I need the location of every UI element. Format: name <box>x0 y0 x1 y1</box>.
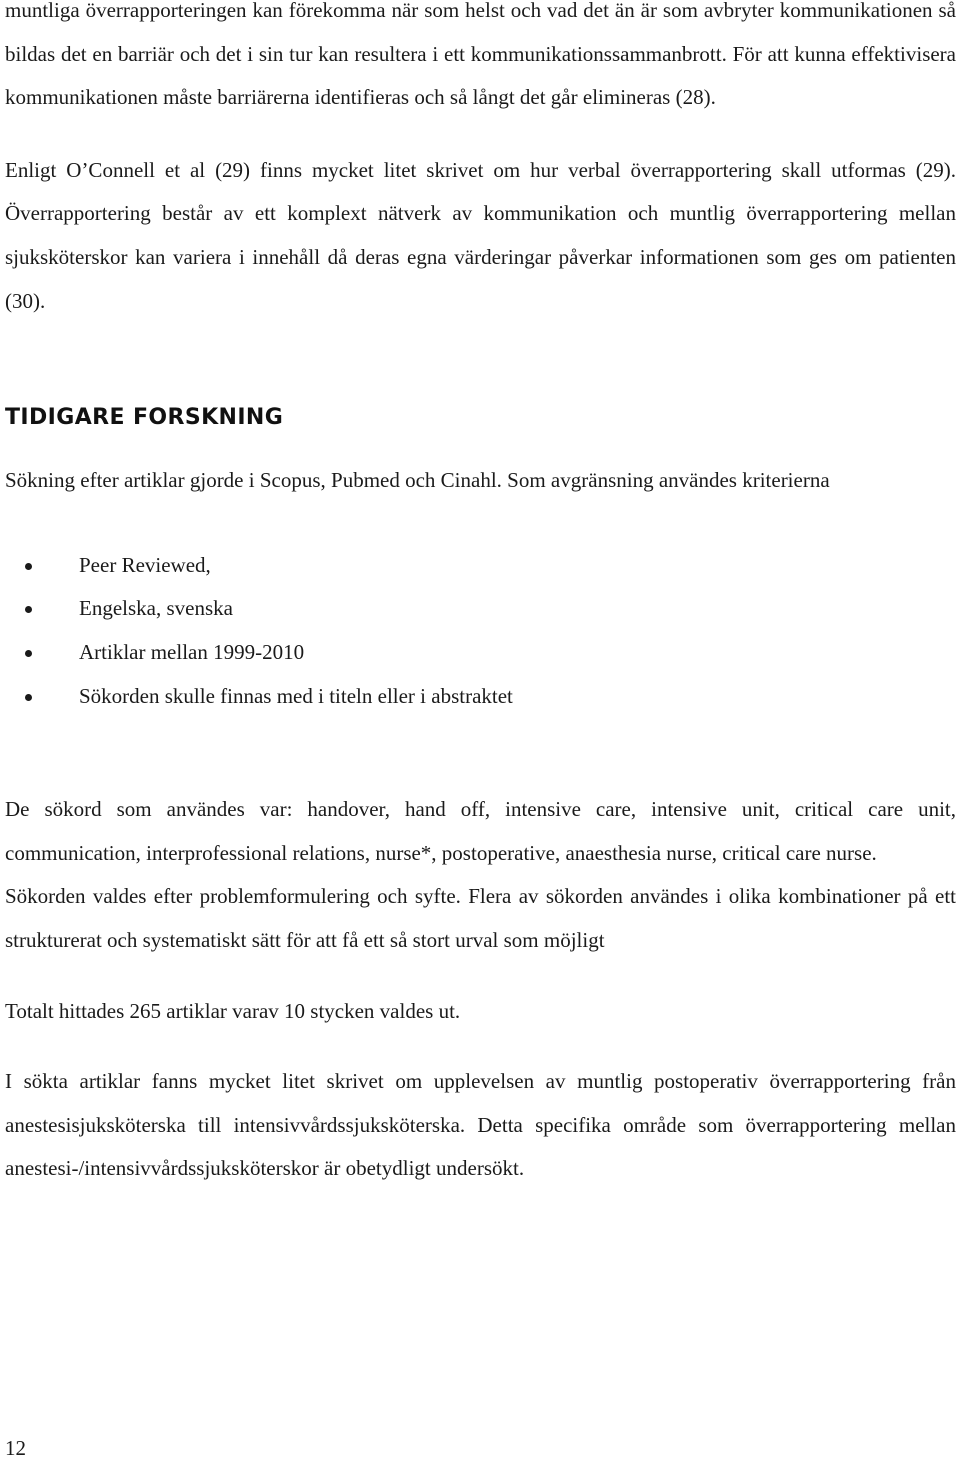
list-item-text: Peer Reviewed, <box>79 552 211 577</box>
paragraph-verbal-handover: Enligt O’Connell et al (29) finns mycket litet skrivet om hur verbal överrapportering skall utformas (29). Överrapportering består av ett komplext nätverk av kommunikation och muntlig överrapportering mellan sjuksköterskor kan variera i innehåll då deras egna värderingar påverkar informationen som ges om patienten (30). <box>5 157 956 313</box>
paragraph-term-selection: Sökorden valdes efter problemformulering och syfte. Flera av sökorden användes i olika kombinationer på ett strukturerat och systematiskt sätt för att få ett så stort urval som möjligt <box>5 884 956 952</box>
paragraph-research-gap: I sökta artiklar fanns mycket litet skrivet om upplevelsen av muntlig postoperativ överrapportering från anestesisjuksköterska till intensivvårdssjuksköterska. Detta specifika område som överrapportering mellan anestesi-/intensivvårdssjuksköterskor är obetydligt undersökt. <box>5 1069 956 1181</box>
bullet-icon <box>25 650 32 657</box>
list-item <box>5 675 956 719</box>
criteria-list <box>5 544 956 718</box>
paragraph-barriers: muntliga överrapporteringen kan förekomma när som helst och vad det än är som avbryter kommunikationen så bildas det en barriär och det i sin tur kan resultera i ett kommunikationssammanbrott. För att kunna effektivisera kommunikationen måste barriärerna identifieras och så långt det går elimineras (28). <box>5 0 956 110</box>
list-item <box>5 587 956 631</box>
list-item-text: Engelska, svenska <box>79 596 233 621</box>
list-item <box>5 544 956 588</box>
bullet-icon <box>25 563 32 570</box>
paragraph-results-count: Totalt hittades 265 artiklar varav 10 stycken valdes ut. <box>5 998 461 1023</box>
list-item <box>5 631 956 675</box>
bullet-icon <box>25 694 32 701</box>
paragraph-search-terms: De sökord som användes var: handover, hand off, intensive care, intensive unit, critical care unit, communication, interprofessional relations, nurse*, postoperative, anaesthesia nurse, critical care nurse. <box>5 797 956 865</box>
document-page <box>5 0 956 1191</box>
list-item-text: Artiklar mellan 1999-2010 <box>79 639 305 664</box>
bullet-icon <box>25 606 32 613</box>
paragraph-search-databases: Sökning efter artiklar gjorde i Scopus, Pubmed och Cinahl. Som avgränsning användes kriterierna <box>5 468 830 493</box>
section-heading: TIDIGARE FORSKNING <box>5 405 284 431</box>
page-number: 12 <box>5 1436 26 1460</box>
list-item-text: Sökorden skulle finnas med i titeln eller i abstraktet <box>79 683 513 708</box>
